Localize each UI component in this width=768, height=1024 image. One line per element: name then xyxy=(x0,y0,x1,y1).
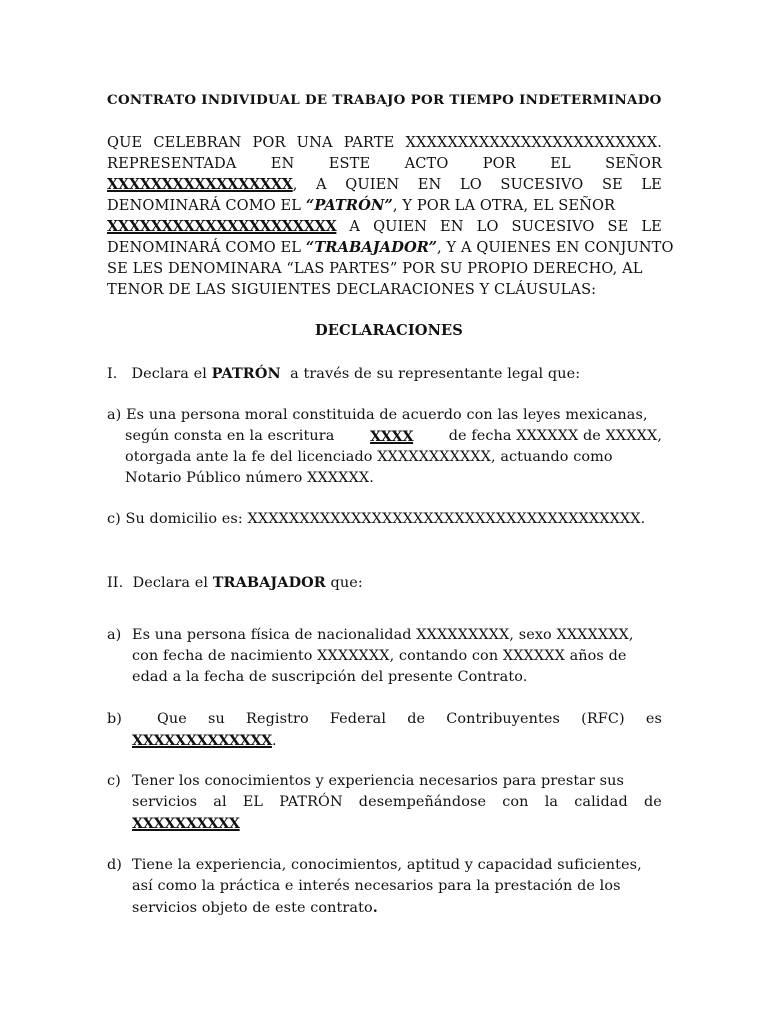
word: PARTE xyxy=(343,134,395,151)
item-a2-line-3: edad a la fecha de suscripción del presente Contrato. xyxy=(132,669,528,685)
section-1-heading xyxy=(107,363,580,385)
intro-line-2 xyxy=(107,153,662,174)
word: PATRÓN xyxy=(279,794,343,810)
item-d2-line-3 xyxy=(132,897,378,919)
word: Registro xyxy=(246,711,309,727)
word: SUCESIVO xyxy=(500,176,584,193)
item-a1-line-3: otorgada ante la fe del licenciado XXXXXXXXXXX, actuando como xyxy=(125,449,613,465)
word: LO xyxy=(459,176,482,193)
position-redacted: XXXXXXXXXX xyxy=(132,815,240,832)
word: SEÑOR xyxy=(605,155,662,172)
word: REPRESENTADA xyxy=(107,155,237,172)
item-c1: c) Su domicilio es: XXXXXXXXXXXXXXXXXXXXXXXXXXXXXXXXXXXXXX. xyxy=(107,511,646,527)
word: ESTE xyxy=(328,155,371,172)
worker-name-redacted: XXXXXXXXXXXXXXXXXXXXX xyxy=(107,218,337,235)
declaraciones-heading: DECLARACIONES xyxy=(315,322,463,339)
text: de fecha XXXXXX de XXXXX, xyxy=(448,428,662,444)
word: QUIEN xyxy=(373,218,428,235)
item-c2-line-2 xyxy=(132,792,662,813)
item-a2-line-1: Es una persona física de nacionalidad XXXXXXXXX, sexo XXXXXXX, xyxy=(132,627,634,643)
word: de xyxy=(407,711,426,727)
intro-line-3 xyxy=(107,174,662,195)
item-a1-line-4: Notario Público número XXXXXX. xyxy=(125,470,374,486)
trabajador-term: “TRABAJADOR” xyxy=(305,239,438,256)
text: Declara el xyxy=(132,575,213,591)
item-b2-line-1 xyxy=(157,709,662,730)
contract-title: CONTRATO INDIVIDUAL DE TRABAJO POR TIEMPO INDETERMINADO xyxy=(107,92,662,108)
intro-line-6 xyxy=(107,237,674,258)
item-a1-line-2 xyxy=(125,426,662,447)
word: de xyxy=(643,794,662,810)
word: SUCESIVO xyxy=(511,218,595,235)
word: calidad xyxy=(574,794,628,810)
word: al xyxy=(213,794,227,810)
word: POR xyxy=(252,134,286,151)
intro-line-1 xyxy=(107,132,662,153)
section-number: I. xyxy=(107,366,118,382)
word: EL xyxy=(242,794,264,810)
text: , Y A QUIENES EN CONJUNTO xyxy=(437,239,674,256)
word: XXXXXXXXXXXXXXXXXXXXXXXX. xyxy=(405,134,662,151)
item-d2-marker: d) xyxy=(107,857,123,873)
item-c2-marker: c) xyxy=(107,773,121,789)
section-number: II. xyxy=(107,575,124,591)
intro-line-5 xyxy=(107,216,662,237)
intro-line-8: TENOR DE LAS SIGUIENTES DECLARACIONES Y CLÁUSULAS: xyxy=(107,281,597,298)
patron-term: “PATRÓN” xyxy=(305,197,393,214)
word: con xyxy=(502,794,529,810)
word: LE xyxy=(641,218,662,235)
text: que: xyxy=(325,575,363,591)
text: . xyxy=(271,733,277,749)
word: QUIEN xyxy=(345,176,400,193)
representative-name-redacted: XXXXXXXXXXXXXXXXX xyxy=(107,176,293,193)
word: su xyxy=(208,711,225,727)
word: EN xyxy=(417,176,442,193)
word: es xyxy=(645,711,662,727)
word: POR xyxy=(482,155,516,172)
trabajador-label: TRABAJADOR xyxy=(212,574,326,591)
word: , xyxy=(292,176,298,193)
word: (RFC) xyxy=(581,711,625,727)
word: la xyxy=(544,794,559,810)
word: desempeñándose xyxy=(358,794,487,810)
text: servicios objeto de este contrato xyxy=(132,900,373,916)
word: Federal xyxy=(329,711,387,727)
rfc-redacted: XXXXXXXXXXXXX xyxy=(132,732,272,749)
section-2-heading xyxy=(107,572,363,594)
word: CELEBRAN xyxy=(153,134,242,151)
item-b2-marker: b) xyxy=(107,711,123,727)
word: A xyxy=(316,176,327,193)
word: EN xyxy=(440,218,464,235)
word: SE xyxy=(607,218,629,235)
word: LO xyxy=(476,218,499,235)
word: Contribuyentes xyxy=(446,711,560,727)
deed-number-redacted: XXXX xyxy=(370,428,414,445)
patron-label: PATRÓN xyxy=(211,365,281,382)
intro-line-7: SE LES DENOMINARA “LAS PARTES” POR SU PROPIO DERECHO, AL xyxy=(107,260,643,277)
word: UNA xyxy=(296,134,333,151)
text: a través de su representante legal que: xyxy=(285,366,581,382)
item-a2-line-2: con fecha de nacimiento XXXXXXX, contando con XXXXXX años de xyxy=(132,648,627,664)
item-a1-line-1: a) Es una persona moral constituida de acuerdo con las leyes mexicanas, xyxy=(107,407,648,423)
word: LE xyxy=(641,176,662,193)
word: Que xyxy=(157,711,187,727)
word: A xyxy=(349,218,361,235)
item-c2-line-3 xyxy=(132,813,240,835)
text: . xyxy=(372,899,378,916)
word: EN xyxy=(270,155,295,172)
item-d2-line-1: Tiene la experiencia, conocimientos, aptitud y capacidad suficientes, xyxy=(132,857,642,873)
word: SE xyxy=(601,176,623,193)
text: Declara el xyxy=(131,366,212,382)
text: DENOMINARÁ COMO EL xyxy=(107,197,306,214)
text: , Y POR LA OTRA, EL SEÑOR xyxy=(392,197,616,214)
word: ACTO xyxy=(404,155,449,172)
item-a2-marker: a) xyxy=(107,627,122,643)
text: DENOMINARÁ COMO EL xyxy=(107,239,306,256)
word: QUE xyxy=(107,134,143,151)
item-c2-line-1: Tener los conocimientos y experiencia necesarios para prestar sus xyxy=(132,773,624,789)
item-b2-line-2 xyxy=(132,730,277,752)
item-d2-line-2: así como la práctica e interés necesarios para la prestación de los xyxy=(132,878,621,894)
intro-line-4 xyxy=(107,195,615,216)
word: servicios xyxy=(132,794,198,810)
word: EL xyxy=(550,155,571,172)
text: según consta en la escritura xyxy=(125,428,335,444)
